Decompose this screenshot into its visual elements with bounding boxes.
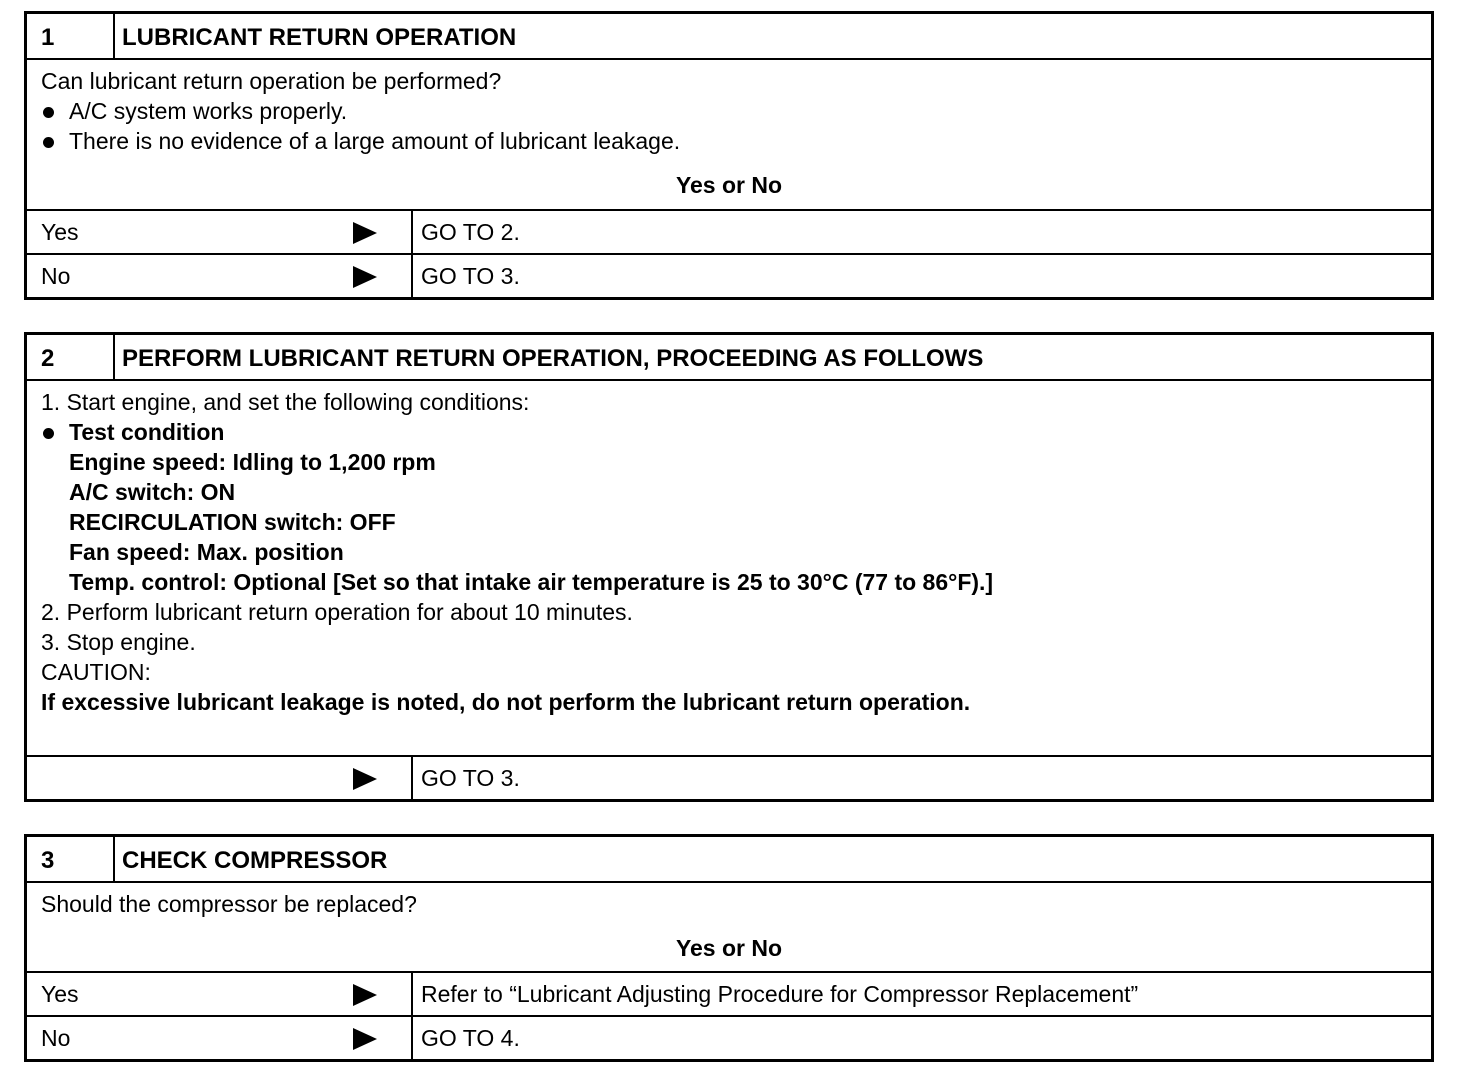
bullet-text: A/C system works properly. — [69, 98, 348, 124]
answer-result[interactable]: Refer to “Lubricant Adjusting Procedure for Compressor Replacement” — [421, 981, 1139, 1007]
bullet-icon — [43, 428, 54, 439]
bullet-icon — [43, 107, 54, 118]
yes-or-no-label: Yes or No — [675, 172, 783, 198]
answer-result[interactable]: GO TO 4. — [421, 1025, 520, 1051]
answer-rows — [27, 755, 1431, 799]
question-text: Can lubricant return operation be performed? — [41, 68, 502, 94]
answer-label: No — [41, 263, 71, 289]
step-2-box — [24, 332, 1434, 802]
step-number: 2 — [27, 335, 115, 379]
step-1-body — [27, 60, 1431, 200]
arrow-right-icon — [353, 1028, 377, 1050]
step-number: 1 — [27, 14, 115, 58]
bullet-item — [41, 96, 1417, 126]
answer-label: Yes — [41, 981, 79, 1007]
answer-label-cell — [27, 211, 413, 253]
condition-line: A/C switch: ON — [69, 479, 236, 505]
answer-label: Yes — [41, 219, 79, 245]
condition-line: Engine speed: Idling to 1,200 rpm — [69, 449, 436, 475]
answer-result[interactable]: GO TO 3. — [421, 765, 520, 791]
bullet-text: There is no evidence of a large amount of lubricant leakage. — [69, 128, 681, 154]
step-2-body — [27, 381, 1431, 717]
step-title: LUBRICANT RETURN OPERATION — [122, 24, 517, 51]
step-3-body — [27, 883, 1431, 963]
instruction-line: 2. Perform lubricant return operation for about 10 minutes. — [41, 599, 633, 625]
step-2-header — [27, 335, 1431, 381]
answer-row-no[interactable] — [27, 1015, 1431, 1059]
caution-text: If excessive lubricant leakage is noted, do not perform the lubricant return operation. — [41, 689, 971, 715]
yes-or-no-label: Yes or No — [675, 935, 783, 961]
condition-line: Temp. control: Optional [Set so that intake air temperature is 25 to 30°C (77 to 86°F).] — [69, 569, 994, 595]
bullet-icon — [43, 137, 54, 148]
test-condition-heading: Test condition — [69, 419, 225, 445]
arrow-right-icon — [353, 984, 377, 1006]
condition-line: RECIRCULATION switch: OFF — [69, 509, 396, 535]
answer-result[interactable]: GO TO 2. — [421, 219, 520, 245]
condition-line: Fan speed: Max. position — [69, 539, 344, 565]
question-text: Should the compressor be replaced? — [41, 891, 417, 917]
step-3-box — [24, 834, 1434, 1062]
arrow-right-icon — [353, 768, 377, 790]
step-number: 3 — [27, 837, 115, 881]
answer-label-cell — [27, 255, 413, 297]
step-title: CHECK COMPRESSOR — [122, 847, 388, 874]
caution-label: CAUTION: — [41, 659, 151, 685]
instruction-line: 3. Stop engine. — [41, 629, 196, 655]
answer-row-yes[interactable] — [27, 971, 1431, 1015]
answer-label-cell — [27, 973, 413, 1015]
answer-rows — [27, 971, 1431, 1059]
arrow-right-icon — [353, 222, 377, 244]
answer-row-no[interactable] — [27, 253, 1431, 297]
answer-label-cell — [27, 1017, 413, 1059]
answer-row[interactable] — [27, 755, 1431, 799]
arrow-right-icon — [353, 266, 377, 288]
step-1-box — [24, 11, 1434, 300]
answer-result[interactable]: GO TO 3. — [421, 263, 520, 289]
step-title: PERFORM LUBRICANT RETURN OPERATION, PROCEEDING AS FOLLOWS — [122, 345, 984, 372]
answer-rows — [27, 209, 1431, 297]
bullet-item — [41, 126, 1417, 156]
answer-label: No — [41, 1025, 71, 1051]
step-1-header — [27, 14, 1431, 60]
bullet-item — [41, 417, 1417, 447]
answer-label-cell — [27, 757, 413, 799]
answer-row-yes[interactable] — [27, 209, 1431, 253]
step-3-header — [27, 837, 1431, 883]
instruction-line: 1. Start engine, and set the following conditions: — [41, 389, 530, 415]
